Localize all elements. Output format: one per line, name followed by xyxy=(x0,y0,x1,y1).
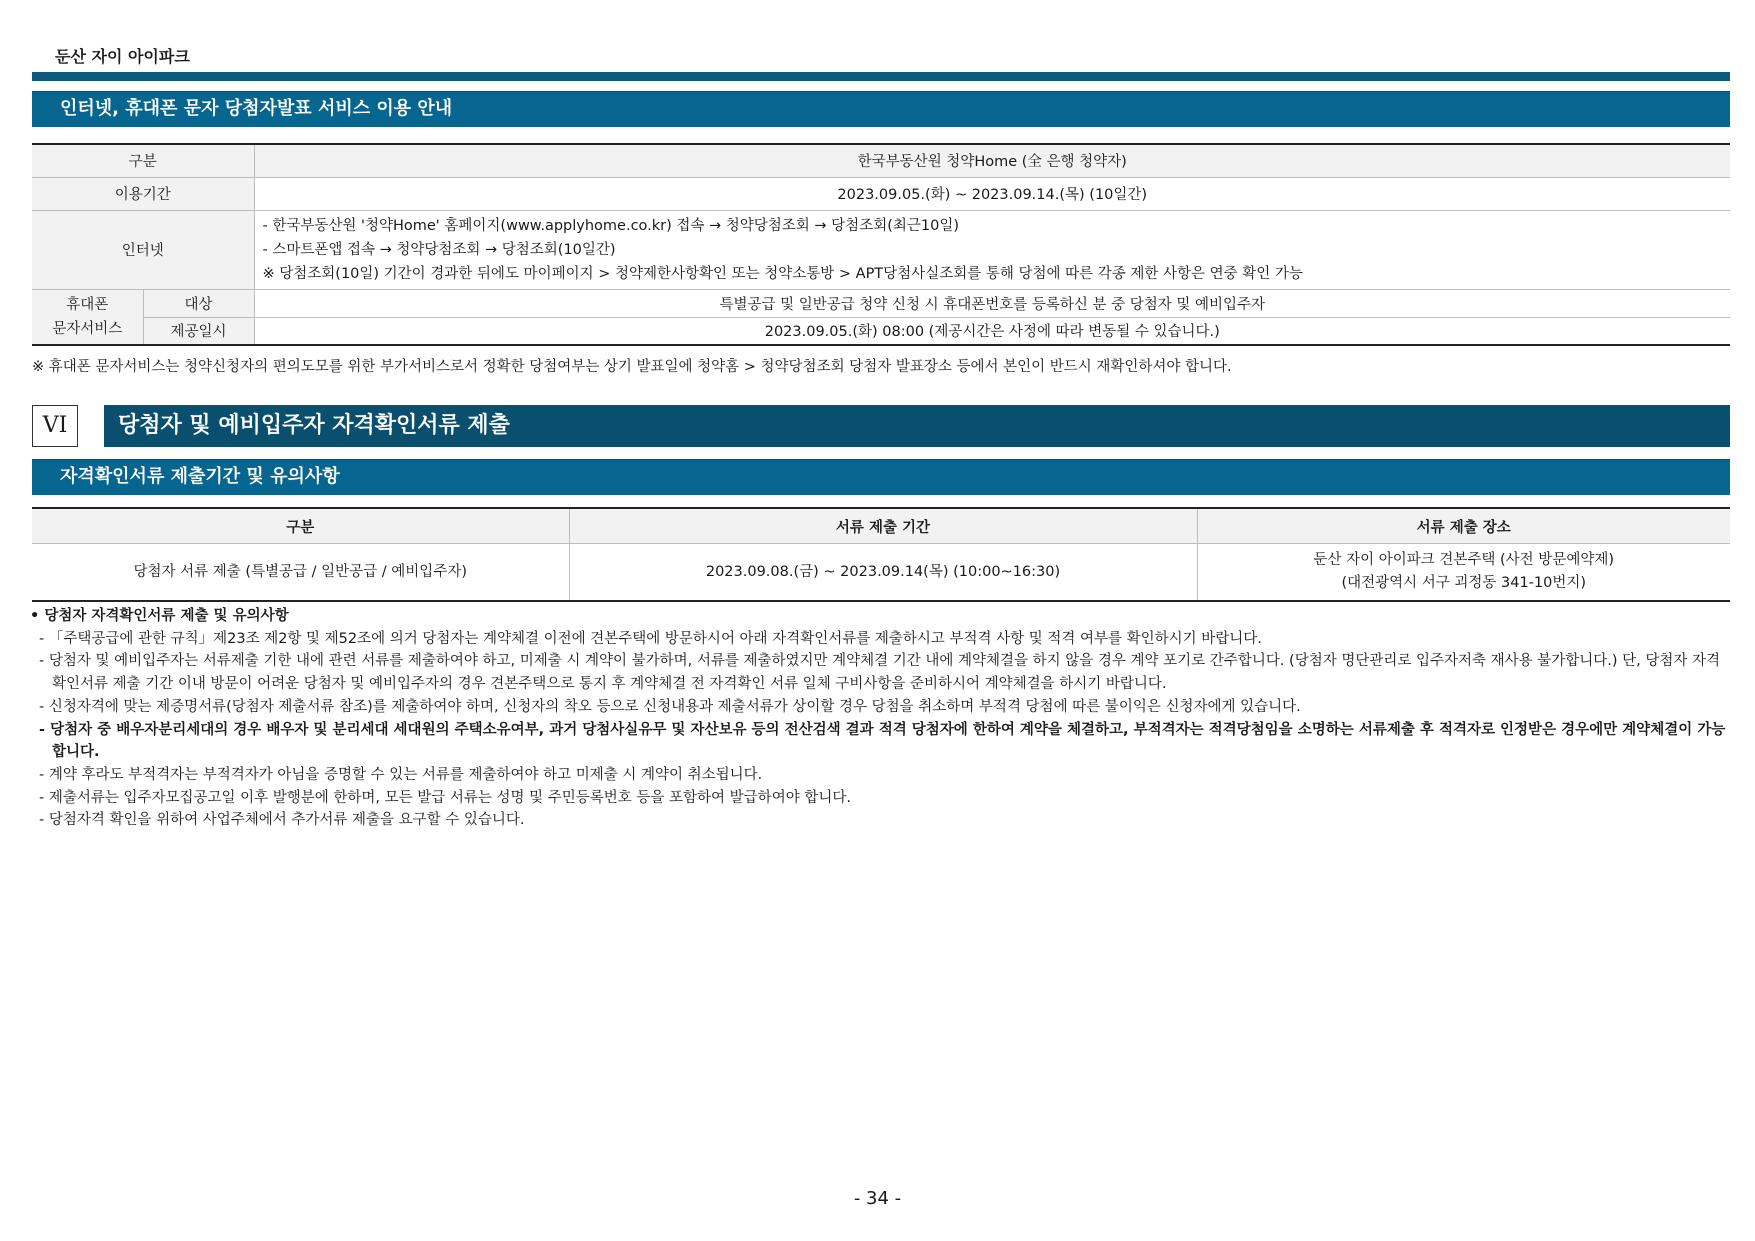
target-value: 특별공급 및 일반공급 청약 신청 시 휴대폰번호를 등록하신 분 중 당첨자 및 예비입주자 xyxy=(254,289,1730,317)
chapter-title: 당첨자 및 예비입주자 자격확인서류 제출 xyxy=(104,405,1730,447)
place-line: 둔산 자이 아이파크 견본주택 (사전 방문예약제) xyxy=(1313,552,1614,568)
chapter-number: VI xyxy=(32,405,78,447)
document-submission-table xyxy=(32,507,1730,602)
header-rule xyxy=(32,72,1730,81)
place-address: (대전광역시 서구 괴정동 341-10번지) xyxy=(1341,575,1587,591)
table-row xyxy=(32,289,1730,317)
table-row xyxy=(32,317,1730,345)
mobile-service-label xyxy=(32,289,143,345)
table-row xyxy=(32,177,1730,210)
internet-label: 인터넷 xyxy=(32,210,254,289)
internet-details xyxy=(254,210,1730,289)
precautions-heading: • 당첨자 자격확인서류 제출 및 유의사항 xyxy=(30,608,289,624)
page-number: - 34 - xyxy=(853,1188,902,1209)
document-title: 둔산 자이 아이파크 xyxy=(55,47,190,66)
table-row xyxy=(32,210,1730,289)
mobile-label-line: 문자서비스 xyxy=(52,320,123,337)
period-value: 2023.09.05.(화) ~ 2023.09.14.(목) (10일간) xyxy=(254,177,1730,210)
internet-line: - 스마트폰앱 접속 → 청약당첨조회 → 당첨조회(10일간) xyxy=(262,241,616,258)
internet-line: ※ 당첨조회(10일) 기간이 경과한 뒤에도 마이페이지 > 청약제한사항확인 또는 청약소통방 > APT당첨사실조회를 통해 당첨에 따른 각종 제한 사항은 연중 확인 가능 xyxy=(262,265,1303,282)
announcement-service-table xyxy=(32,143,1730,346)
mobile-service-note: ※ 휴대폰 문자서비스는 청약신청자의 편의도모를 위한 부가서비스로서 정확한 당첨여부는 상기 발표일에 청약홈 > 청약당첨조회 당첨자 발표장소 등에서 본인이 반드시 재확인하셔야 합니다. xyxy=(32,359,1232,375)
target-label: 대상 xyxy=(143,289,254,317)
header-label: 구분 xyxy=(32,144,254,177)
list-item: - 제출서류는 입주자모집공고일 이후 발행분에 한하며, 모든 발급 서류는 성명 및 주민등록번호 등을 포함하여 발급하여야 합니다. xyxy=(39,789,851,806)
list-item: - 당첨자격 확인을 위하여 사업주체에서 추가서류 제출을 요구할 수 있습니다. xyxy=(39,812,525,829)
column-header: 서류 제출 장소 xyxy=(1197,508,1730,544)
list-item: - 계약 후라도 부적격자는 부적격자가 아님을 증명할 수 있는 서류를 제출하여야 하고 미제출 시 계약이 취소됩니다. xyxy=(39,766,763,783)
submission-place xyxy=(1197,544,1730,602)
column-header: 구분 xyxy=(32,508,569,544)
period-label: 이용기간 xyxy=(32,177,254,210)
section-title-documents: 자격확인서류 제출기간 및 유의사항 xyxy=(32,459,1730,495)
table-header-row xyxy=(32,508,1730,544)
time-value: 2023.09.05.(화) 08:00 (제공시간은 사정에 따라 변동될 수 있습니다.) xyxy=(254,317,1730,345)
list-item: - 당첨자 및 예비입주자는 서류제출 기한 내에 관련 서류를 제출하여야 하고, 미제출 시 계약이 불가하며, 서류를 제출하였지만 계약체결 기간 내에 계약체결을 하지 않을 경우 계약 포기로 간주합니다. (당첨자 명단관리로 입주자저축 재사용 불가합니다.) 단, 당첨자 자격확인서류 제출 기간 이내 방문이 어려운 당첨자 및 예비입주자의 경우 견본주택으로 통지 후 계약체결 전 자격확인 서류 일체 구비사항을 준비하시어 계약체결을 하시기 바랍니다. xyxy=(39,653,1721,693)
table-row xyxy=(32,144,1730,177)
list-item-emphasis: - 당첨자 중 배우자분리세대의 경우 배우자 및 분리세대 세대원의 주택소유여부, 과거 당첨사실유무 및 자산보유 등의 전산검색 결과 적격 당첨자에 한하여 계약을 체결하고, 부적격자는 적격당첨임을 소명하는 서류제출 후 적격자로 인정받은 경우에만 계약체결이 가능합니다. xyxy=(39,721,1726,761)
submission-period: 2023.09.08.(금) ~ 2023.09.14(목) (10:00~16:30) xyxy=(569,544,1197,602)
table-row xyxy=(32,544,1730,602)
precautions-list xyxy=(30,605,1730,832)
list-item: - 신청자격에 맞는 제증명서류(당첨자 제출서류 참조)를 제출하여야 하며, 신청자의 착오 등으로 신청내용과 제출서류가 상이할 경우 당첨을 취소하며 부적격 당첨에 따른 불이익은 신청자에게 있습니다. xyxy=(39,698,1301,715)
section-title-announcement: 인터넷, 휴대폰 문자 당첨자발표 서비스 이용 안내 xyxy=(32,91,1730,127)
mobile-label-line: 휴대폰 xyxy=(66,296,109,313)
internet-line: - 한국부동산원 '청약Home' 홈페이지(www.applyhome.co.kr) 접속 → 청약당첨조회 → 당첨조회(최근10일) xyxy=(262,217,959,234)
time-label: 제공일시 xyxy=(143,317,254,345)
submission-type: 당첨자 서류 제출 (특별공급 / 일반공급 / 예비입주자) xyxy=(32,544,569,602)
header-value: 한국부동산원 청약Home (全 은행 청약자) xyxy=(254,144,1730,177)
list-item: - 「주택공급에 관한 규칙」제23조 제2항 및 제52조에 의거 당첨자는 계약체결 이전에 견본주택에 방문하시어 아래 자격확인서류를 제출하시고 부적격 사항 및 적격 여부를 확인하시기 바랍니다. xyxy=(39,630,1262,647)
column-header: 서류 제출 기간 xyxy=(569,508,1197,544)
